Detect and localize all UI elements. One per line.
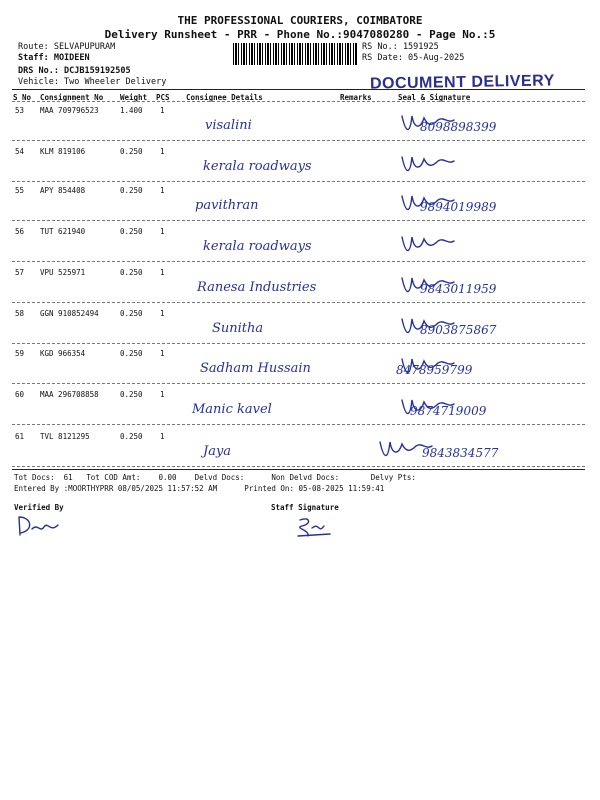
table-bottom-rule [12, 469, 585, 470]
totals-line: Tot Docs: 61 Tot COD Amt: 0.00 Delvd Docs: Non Delvd Docs: Delvy Pts: [14, 473, 416, 482]
verified-by-signature [14, 513, 64, 539]
row-consignment-no: KGD 966354 [40, 349, 86, 358]
consignee-handwritten: visalini [205, 118, 252, 133]
row-sno: 56 [15, 227, 25, 236]
drs-label: DRS No.: DCJB159192505 [18, 66, 131, 76]
consignee-handwritten: Manic kavel [192, 402, 272, 417]
barcode [233, 43, 357, 65]
row-weight: 1.400 [120, 106, 143, 115]
row-sno: 55 [15, 186, 25, 195]
row-pcs: 1 [160, 268, 165, 277]
consignee-handwritten: Sadham Hussain [200, 361, 311, 376]
signature-phone: 8478959799 [396, 363, 473, 377]
row-weight: 0.250 [120, 349, 143, 358]
document-delivery-stamp: DOCUMENT DELIVERY [369, 72, 555, 93]
row-sno: 59 [15, 349, 25, 358]
row-consignment-no: TUT 621940 [40, 227, 86, 236]
row-weight: 0.250 [120, 390, 143, 399]
row-consignment-no: VPU 525971 [40, 268, 86, 277]
table-top-rule [12, 89, 585, 90]
row-divider [12, 466, 585, 467]
consignee-handwritten: Sunitha [212, 321, 264, 336]
row-divider [12, 343, 585, 344]
row-sno: 60 [15, 390, 25, 399]
row-weight: 0.250 [120, 309, 143, 318]
row-weight: 0.250 [120, 186, 143, 195]
row-consignment-no: MAA 296708858 [40, 390, 99, 399]
row-weight: 0.250 [120, 268, 143, 277]
row-consignment-no: GGN 910852494 [40, 309, 99, 318]
col-pcs: PCS [156, 93, 170, 102]
signature-phone: 8098898399 [420, 120, 497, 134]
row-consignment-no: MAA 709796523 [40, 106, 99, 115]
row-consignment-no: KLM 819106 [40, 147, 86, 156]
col-sno: S No [13, 93, 32, 102]
row-divider [12, 383, 585, 384]
signature-phone: 9843834577 [422, 446, 499, 460]
consignee-handwritten: Jaya [203, 444, 232, 459]
row-sno: 53 [15, 106, 25, 115]
row-weight: 0.250 [120, 147, 143, 156]
col-signature: Seal & Signature [398, 93, 471, 102]
consignee-handwritten: pavithran [195, 198, 259, 213]
row-pcs: 1 [160, 309, 165, 318]
row-divider [12, 220, 585, 221]
rs-number: RS No.: 1591925 [362, 42, 439, 52]
vehicle-label: Vehicle: Two Wheeler Delivery [18, 77, 167, 87]
row-sno: 54 [15, 147, 25, 156]
signature-phone: 9874719009 [410, 404, 487, 418]
row-pcs: 1 [160, 147, 165, 156]
staff-label: Staff: MOIDEEN [18, 53, 90, 63]
signature-phone: 9843011959 [420, 282, 497, 296]
row-pcs: 1 [160, 432, 165, 441]
col-remarks: Remarks [340, 93, 372, 102]
route-label: Route: SELVAPUPURAM [18, 42, 116, 52]
row-sno: 61 [15, 432, 25, 441]
consignee-handwritten: Ranesa Industries [197, 280, 317, 295]
row-pcs: 1 [160, 106, 165, 115]
staff-signature-mark [290, 514, 340, 540]
row-divider [12, 181, 585, 182]
row-consignment-no: APY 854408 [40, 186, 86, 195]
row-sno: 58 [15, 309, 25, 318]
signature-phone: 8903875867 [420, 323, 497, 337]
row-pcs: 1 [160, 349, 165, 358]
row-weight: 0.250 [120, 227, 143, 236]
row-sno: 57 [15, 268, 25, 277]
row-pcs: 1 [160, 227, 165, 236]
table-header-rule [12, 101, 585, 102]
row-divider [12, 140, 585, 141]
consignee-handwritten: kerala roadways [203, 239, 312, 254]
row-divider [12, 302, 585, 303]
staff-signature-label: Staff Signature [271, 503, 339, 512]
consignee-handwritten: kerala roadways [203, 159, 312, 174]
rs-date: RS Date: 05-Aug-2025 [362, 53, 465, 63]
row-pcs: 1 [160, 186, 165, 195]
row-consignment-no: TVL 8121295 [40, 432, 90, 441]
row-divider [12, 424, 585, 425]
runsheet-subtitle: Delivery Runsheet - PRR - Phone No.:9047080280 - Page No.:5 [104, 28, 496, 41]
row-signature [398, 149, 458, 179]
col-weight: Weight [120, 93, 148, 102]
row-divider [12, 261, 585, 262]
row-signature [398, 229, 458, 259]
entered-by-line: Entered By :MOORTHYPRR 08/05/2025 11:57:52 AM Printed On: 05-08-2025 11:59:41 [14, 484, 385, 493]
row-weight: 0.250 [120, 432, 143, 441]
company-name: THE PROFESSIONAL COURIERS, COIMBATORE [177, 14, 423, 27]
col-consignee: Consignee Details [186, 93, 263, 102]
col-consignment: Consignment No [40, 93, 104, 102]
signature-phone: 9894019989 [420, 200, 497, 214]
verified-by-label: Verified By [14, 503, 64, 512]
row-pcs: 1 [160, 390, 165, 399]
